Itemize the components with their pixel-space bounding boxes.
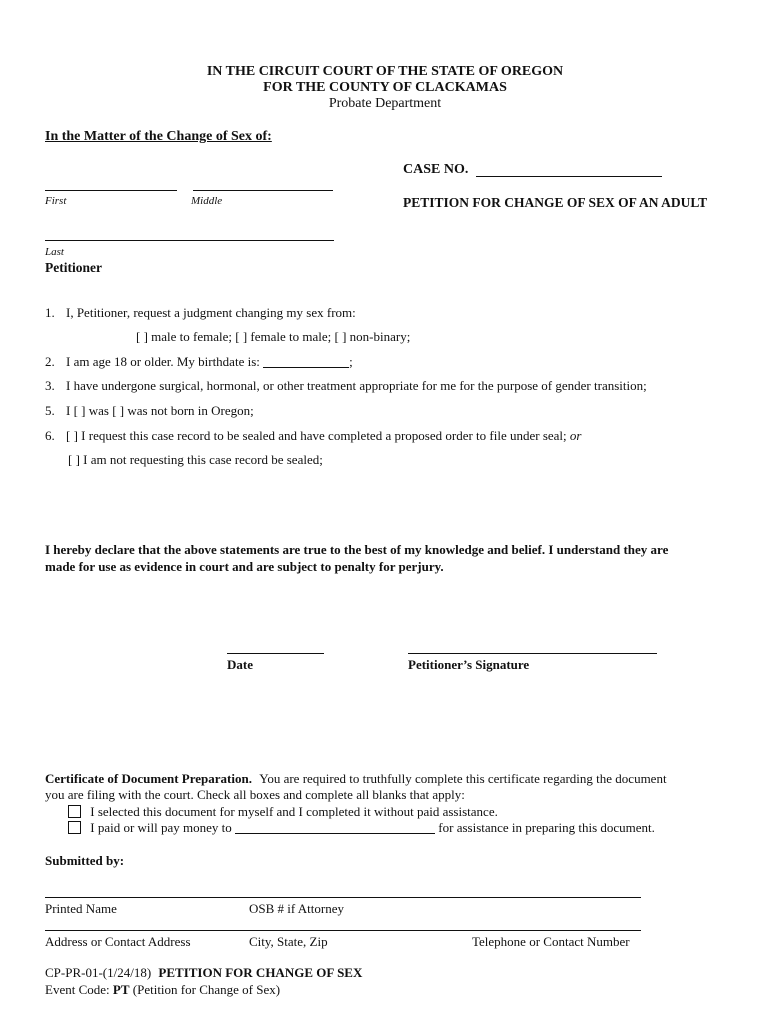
item-1 (45, 305, 356, 321)
item-1-options[interactable]: [ ] male to female; [ ] female to male; [ ] non-binary; (136, 329, 411, 344)
item-3-number: 3. (45, 378, 55, 393)
printed-name-line[interactable] (45, 897, 641, 898)
item-3-text: I have undergone surgical, hormonal, or other treatment appropriate for me for the purpose of gender transition; (66, 378, 647, 393)
certificate-option-1-label: I selected this document for myself and I completed it without paid assistance. (90, 804, 498, 819)
event-code-label: Event Code: (45, 982, 110, 997)
date-label: Date (227, 657, 253, 672)
middle-name-label: Middle (191, 195, 223, 207)
osb-label: OSB # if Attorney (249, 901, 344, 916)
event-code: PT (112, 982, 130, 997)
item-3 (45, 378, 647, 394)
certificate-option-1 (68, 804, 498, 820)
item-2-end: ; (349, 354, 353, 369)
event-code-line (45, 982, 280, 998)
item-1-text: I, Petitioner, request a judgment changing my sex from: (66, 305, 356, 320)
submitted-by-heading: Submitted by: (45, 853, 125, 868)
certificate-text-1: You are required to truthfully complete this certificate regarding the document (259, 771, 667, 786)
declaration-line-2: made for use as evidence in court and are subject to penalty for perjury. (45, 559, 444, 574)
form-title: PETITION FOR CHANGE OF SEX (158, 965, 363, 980)
address-line[interactable] (45, 930, 641, 931)
form-code-line (45, 965, 362, 981)
certificate-text-2: you are filing with the court. Check all boxes and complete all blanks that apply: (45, 787, 465, 802)
address-label: Address or Contact Address (45, 934, 191, 949)
telephone-label: Telephone or Contact Number (472, 934, 630, 949)
item-6-number: 6. (45, 428, 55, 443)
city-state-zip-label: City, State, Zip (249, 934, 328, 949)
certificate-line-1 (45, 771, 667, 787)
first-name-field[interactable] (45, 190, 177, 191)
item-6-alternative[interactable]: [ ] I am not requesting this case record be sealed; (68, 452, 323, 467)
petition-title: PETITION FOR CHANGE OF SEX OF AN ADULT (403, 195, 708, 210)
item-6-or: or (569, 428, 582, 443)
item-6-text[interactable]: [ ] I request this case record to be sealed and have completed a proposed order to file under seal; (66, 428, 567, 443)
petitioner-label: Petitioner (45, 260, 102, 275)
item-5-number: 5. (45, 403, 55, 418)
certificate-option-2-post: for assistance in preparing this document. (438, 820, 655, 835)
item-2-number: 2. (45, 354, 55, 369)
middle-name-field[interactable] (193, 190, 333, 191)
matter-heading: In the Matter of the Change of Sex of: (45, 129, 272, 144)
court-name-line: IN THE CIRCUIT COURT OF THE STATE OF OREGON (206, 64, 564, 79)
self-prepared-checkbox[interactable] (68, 805, 81, 818)
paid-assistance-checkbox[interactable] (68, 821, 81, 834)
first-name-label: First (45, 195, 67, 207)
item-5-text[interactable]: I [ ] was [ ] was not born in Oregon; (66, 403, 254, 418)
certificate-option-2 (68, 820, 655, 836)
date-field[interactable] (227, 653, 324, 654)
item-1-number: 1. (45, 305, 55, 320)
last-name-field[interactable] (45, 240, 334, 241)
birthdate-field[interactable] (263, 355, 349, 368)
county-line: FOR THE COUNTY OF CLACKAMAS (263, 80, 507, 95)
item-6 (45, 428, 581, 444)
declaration-line-1: I hereby declare that the above statements are true to the best of my knowledge and belief. I understand they are (45, 542, 669, 557)
item-2 (45, 354, 353, 370)
department-line: Probate Department (328, 96, 442, 111)
case-no-field[interactable] (476, 176, 662, 177)
signature-field[interactable] (408, 653, 657, 654)
event-description: (Petition for Change of Sex) (132, 982, 281, 997)
printed-name-label: Printed Name (45, 901, 117, 916)
form-code: CP-PR-01-(1/24/18) (45, 965, 152, 980)
signature-label: Petitioner’s Signature (408, 657, 530, 672)
last-name-label: Last (45, 246, 64, 258)
preparer-name-field[interactable] (235, 821, 435, 834)
item-5 (45, 403, 254, 419)
item-2-text: I am age 18 or older. My birthdate is: (66, 354, 260, 369)
case-no-label: CASE NO. (403, 162, 469, 177)
certificate-heading: Certificate of Document Preparation. (45, 771, 252, 786)
certificate-option-2-pre: I paid or will pay money to (90, 820, 232, 835)
